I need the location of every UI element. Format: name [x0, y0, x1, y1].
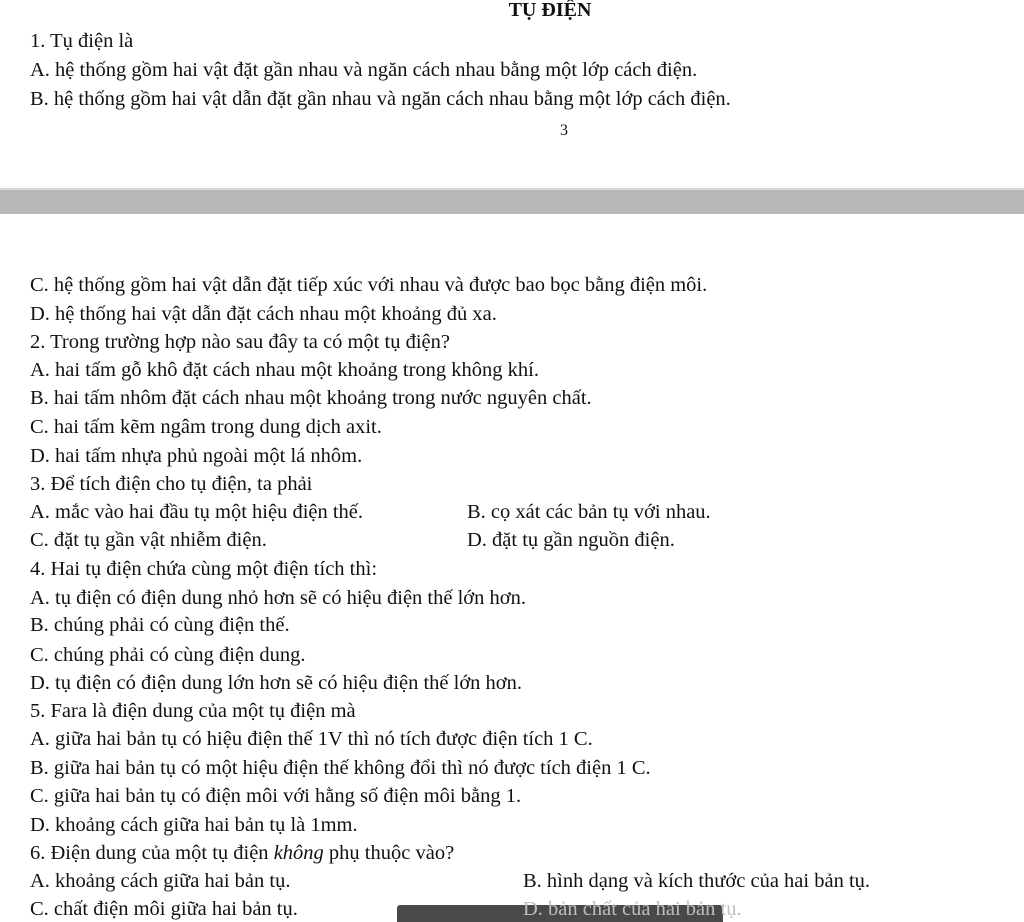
q2-option-c: C. hai tấm kẽm ngâm trong dung dịch axit.: [30, 416, 382, 438]
q4-option-b: B. chúng phải có cùng điện thế.: [30, 614, 290, 636]
q2-option-b: B. hai tấm nhôm đặt cách nhau một khoảng trong nước nguyên chất.: [30, 387, 592, 409]
q3-option-a: A. mắc vào hai đầu tụ một hiệu điện thế.: [30, 501, 364, 523]
q1-option-b: B. hệ thống gồm hai vật dẫn đặt gần nhau và ngăn cách nhau bằng một lớp cách điện.: [30, 88, 731, 110]
q6-option-d: D. bản chất của hai bản tụ.: [523, 898, 742, 920]
q4-option-d: D. tụ điện có điện dung lớn hơn sẽ có hiệu điện thế lớn hơn.: [30, 672, 522, 694]
document-title: TỤ ĐIỆN: [508, 0, 592, 21]
q6-stem-emphasis: không: [273, 842, 324, 864]
q6-stem-post: phụ thuộc vào?: [323, 842, 455, 864]
q6-stem: [30, 843, 454, 864]
q1-stem: 1. Tụ điện là: [30, 30, 134, 52]
q3-stem: 3. Để tích điện cho tụ điện, ta phải: [30, 473, 313, 495]
q3-option-c: C. đặt tụ gần vật nhiễm điện.: [30, 529, 267, 551]
q1-option-c: C. hệ thống gồm hai vật dẫn đặt tiếp xúc với nhau và được bao bọc bằng điện môi.: [30, 274, 708, 296]
q3-option-d: D. đặt tụ gần nguồn điện.: [467, 529, 675, 551]
q1-option-d: D. hệ thống hai vật dẫn đặt cách nhau một khoảng đủ xa.: [30, 303, 497, 325]
q6-option-c: C. chất điện môi giữa hai bản tụ.: [30, 898, 298, 920]
q6-option-a: A. khoảng cách giữa hai bản tụ.: [30, 870, 291, 892]
q6-option-b: B. hình dạng và kích thước của hai bản tụ.: [523, 870, 871, 892]
q2-option-a: A. hai tấm gỗ khô đặt cách nhau một khoảng trong không khí.: [30, 359, 539, 381]
q4-option-c: C. chúng phải có cùng điện dung.: [30, 644, 306, 666]
q6-stem-pre: 6. Điện dung của một tụ điện: [30, 842, 274, 864]
q2-option-d: D. hai tấm nhựa phủ ngoài một lá nhôm.: [30, 445, 363, 467]
q5-stem: 5. Fara là điện dung của một tụ điện mà: [30, 700, 356, 722]
q3-option-b: B. cọ xát các bản tụ với nhau.: [467, 501, 711, 523]
q2-stem: 2. Trong trường hợp nào sau đây ta có một tụ điện?: [30, 331, 450, 353]
q4-option-a: A. tụ điện có điện dung nhỏ hơn sẽ có hiệu điện thế lớn hơn.: [30, 587, 526, 609]
page-gap: [0, 190, 1024, 214]
q5-option-d: D. khoảng cách giữa hai bản tụ là 1mm.: [30, 814, 358, 836]
q5-option-a: A. giữa hai bản tụ có hiệu điện thế 1V thì nó tích được điện tích 1 C.: [30, 728, 593, 750]
q5-option-b: B. giữa hai bản tụ có một hiệu điện thế không đổi thì nó được tích điện 1 C.: [30, 757, 651, 779]
q4-stem: 4. Hai tụ điện chứa cùng một điện tích thì:: [30, 558, 378, 580]
q5-option-c: C. giữa hai bản tụ có điện môi với hằng số điện môi bằng 1.: [30, 785, 522, 807]
q1-option-a: A. hệ thống gồm hai vật đặt gần nhau và ngăn cách nhau bằng một lớp cách điện.: [30, 59, 698, 81]
page-number: 3: [560, 122, 568, 139]
